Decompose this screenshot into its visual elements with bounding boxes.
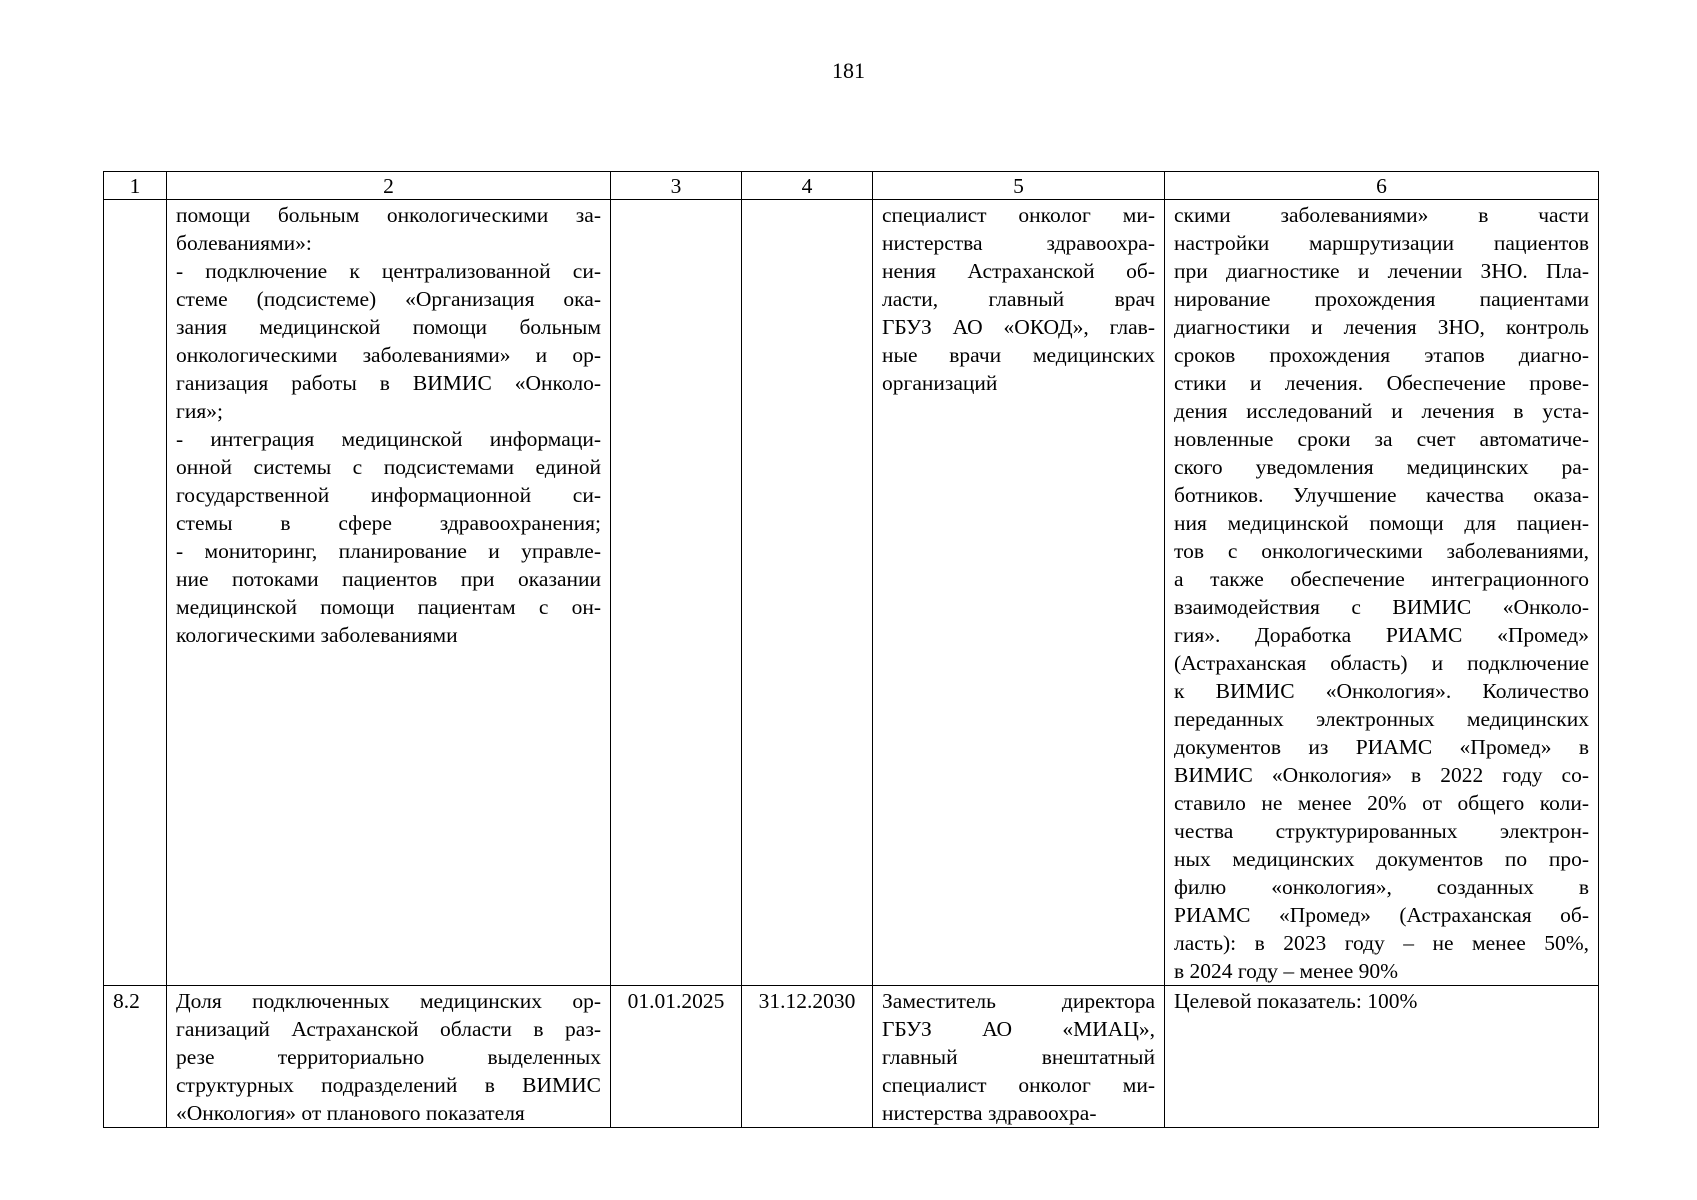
table-row — [104, 986, 1599, 1128]
text-line: онкологическими заболеваниями» и ор- — [176, 343, 601, 367]
result-cell — [1165, 986, 1599, 1128]
text-line: (Астраханская область) и подключение — [1174, 651, 1589, 675]
text-line: ботников. Улучшение качества оказа- — [1174, 483, 1589, 507]
text-line: настройки маршрутизации пациентов — [1174, 231, 1589, 255]
col-header-4: 4 — [742, 172, 873, 200]
col-header-1: 1 — [104, 172, 167, 200]
text-line: ставило не менее 20% от общего коли- — [1174, 791, 1589, 815]
header-row — [104, 172, 1599, 200]
col-header-3: 3 — [611, 172, 742, 200]
text-line: «Онкология» от планового показателя — [176, 1101, 525, 1125]
text-line: ных медицинских документов по про- — [1174, 847, 1589, 871]
start-date-cell: 01.01.2025 — [611, 986, 742, 1128]
text-line: тов с онкологическими заболеваниями, — [1174, 539, 1589, 563]
text-line: ганизаций Астраханской области в раз- — [176, 1017, 601, 1041]
row-number-cell — [104, 200, 167, 986]
text-line: - интеграция медицинской информаци- — [176, 427, 601, 451]
text-line: а также обеспечение интеграционного — [1174, 567, 1589, 591]
text-line: ганизация работы в ВИМИС «Онколо- — [176, 371, 601, 395]
text-line: скими заболеваниями» в части — [1174, 203, 1589, 227]
text-line: специалист онколог ми- — [882, 1073, 1155, 1097]
text-line: к ВИМИС «Онкология». Количество — [1174, 679, 1589, 703]
text-line: ГБУЗ АО «ОКОД», глав- — [882, 315, 1155, 339]
end-date-cell — [742, 200, 873, 986]
text-line: - мониторинг, планирование и управле- — [176, 539, 601, 563]
text-line: стемы в сфере здравоохранения; — [176, 511, 601, 535]
text-line: Доля подключенных медицинских ор- — [176, 989, 601, 1013]
text-line: дения исследований и лечения в уста- — [1174, 399, 1589, 423]
text-line: чества структурированных электрон- — [1174, 819, 1589, 843]
text-line: нистерства здравоохра- — [882, 231, 1155, 255]
start-date-cell — [611, 200, 742, 986]
responsible-cell — [873, 986, 1165, 1128]
text-line: ния медицинской помощи для пациен- — [1174, 511, 1589, 535]
text-line: - подключение к централизованной си- — [176, 259, 601, 283]
text-line: болеваниями»: — [176, 231, 312, 255]
result-cell — [1165, 200, 1599, 986]
end-date-cell: 31.12.2030 — [742, 986, 873, 1128]
text-line: Целевой показатель: 100% — [1174, 989, 1418, 1013]
text-line: гия»; — [176, 399, 223, 423]
text-line: в 2024 году – менее 90% — [1174, 959, 1399, 983]
text-line: переданных электронных медицинских — [1174, 707, 1589, 731]
text-line: стики и лечения. Обеспечение прове- — [1174, 371, 1589, 395]
text-line: нирование прохождения пациентами — [1174, 287, 1589, 311]
measure-description-cell — [167, 986, 611, 1128]
text-line: резе территориально выделенных — [176, 1045, 601, 1069]
text-line: ласть): в 2023 году – не менее 50%, — [1174, 931, 1589, 955]
text-line: государственной информационной си- — [176, 483, 601, 507]
text-line: взаимодействия с ВИМИС «Онколо- — [1174, 595, 1589, 619]
text-line: медицинской помощи пациентам с он- — [176, 595, 601, 619]
row-number-cell: 8.2 — [104, 986, 167, 1128]
text-line: филю «онкология», созданных в — [1174, 875, 1589, 899]
text-line: ГБУЗ АО «МИАЦ», — [882, 1017, 1155, 1041]
col-header-2: 2 — [167, 172, 611, 200]
text-line: РИАМС «Промед» (Астраханская об- — [1174, 903, 1589, 927]
text-line: ВИМИС «Онкология» в 2022 году со- — [1174, 763, 1589, 787]
text-line: структурных подразделений в ВИМИС — [176, 1073, 601, 1097]
col-header-5: 5 — [873, 172, 1165, 200]
text-line: кологическими заболеваниями — [176, 623, 458, 647]
text-line: гия». Доработка РИАМС «Промед» — [1174, 623, 1589, 647]
col-header-6: 6 — [1165, 172, 1599, 200]
text-line: ласти, главный врач — [882, 287, 1155, 311]
text-line: нистерства здравоохра- — [882, 1101, 1097, 1125]
text-line: организаций — [882, 371, 998, 395]
text-line: зания медицинской помощи больным — [176, 315, 601, 339]
text-line: специалист онколог ми- — [882, 203, 1155, 227]
text-line: сроков прохождения этапов диагно- — [1174, 343, 1589, 367]
text-line: помощи больным онкологическими за- — [176, 203, 601, 227]
text-line: документов из РИАМС «Промед» в — [1174, 735, 1589, 759]
text-line: новленные сроки за счет автоматиче- — [1174, 427, 1589, 451]
text-line: ского уведомления медицинских ра- — [1174, 455, 1589, 479]
text-line: онной системы с подсистемами единой — [176, 455, 601, 479]
table-row — [104, 200, 1599, 986]
text-line: ные врачи медицинских — [882, 343, 1155, 367]
text-line: стеме (подсистеме) «Организация ока- — [176, 287, 601, 311]
text-line: ние потоками пациентов при оказании — [176, 567, 601, 591]
text-line: Заместитель директора — [882, 989, 1155, 1013]
text-line: главный внештатный — [882, 1045, 1155, 1069]
responsible-cell — [873, 200, 1165, 986]
measure-description-cell — [167, 200, 611, 986]
text-line: при диагностике и лечении ЗНО. Пла- — [1174, 259, 1589, 283]
text-line: нения Астраханской об- — [882, 259, 1155, 283]
text-line: диагностики и лечения ЗНО, контроль — [1174, 315, 1589, 339]
page-number: 181 — [832, 58, 865, 83]
activity-table — [103, 171, 1599, 1128]
